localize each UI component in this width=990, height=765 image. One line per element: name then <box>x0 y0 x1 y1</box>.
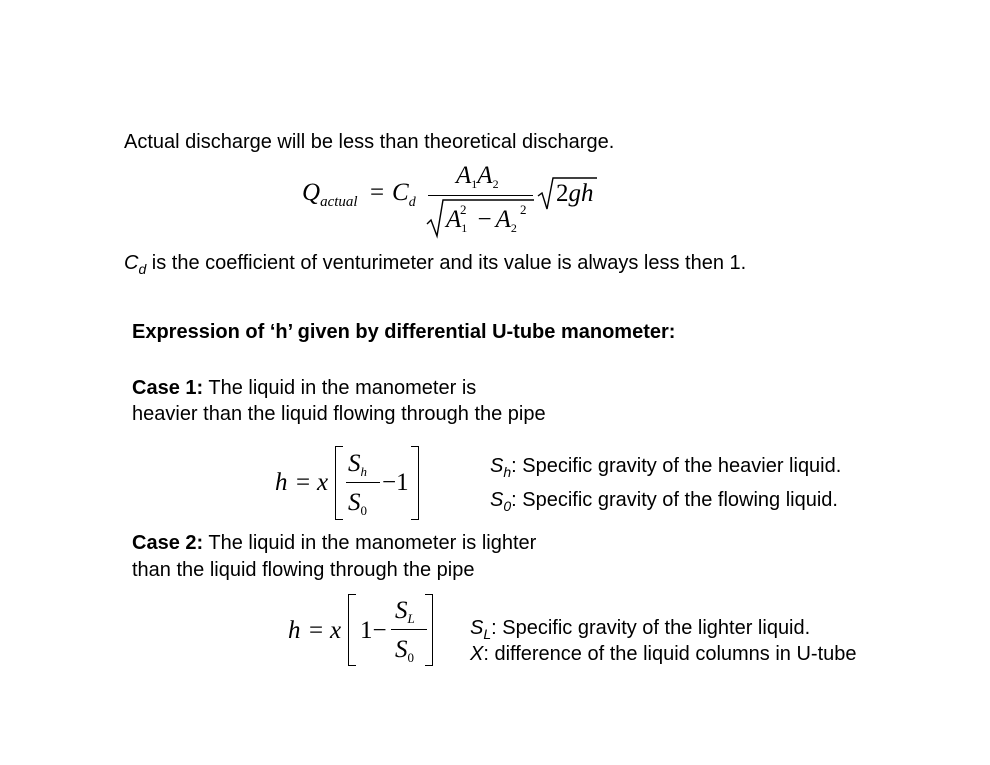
case2-h: h <box>288 617 301 644</box>
case1-line1: Case 1: The liquid in the manometer is <box>132 377 477 399</box>
case1-h: h <box>275 469 288 496</box>
case1-left-bracket <box>335 446 343 520</box>
case2-line2: than the liquid flowing through the pipe <box>132 559 475 581</box>
case1-fraction-bar <box>346 482 380 483</box>
case2-equals: = <box>309 617 324 644</box>
case2-right-bracket <box>425 594 433 666</box>
case1-line2: heavier than the liquid flowing through the pipe <box>132 403 546 425</box>
case1-right-bracket <box>411 446 419 520</box>
intro-text: Actual discharge will be less than theoretical discharge. <box>124 131 615 153</box>
case2-one-minus: 1− <box>360 617 387 644</box>
section-heading: Expression of ‘h’ given by differential U-tube manometer: <box>132 321 676 343</box>
case2-fraction-bar <box>391 629 427 630</box>
case1-def-s0: $S_0$: Specific gravity of the flowing liquid. <box>490 489 838 514</box>
formula-denominator: A $^2$ $_1$ − A $^2$ $_2$ <box>446 202 527 235</box>
cd-symbol: $C_d$ <box>392 179 416 210</box>
case1-x: x <box>317 469 329 496</box>
case2-line1: Case 2: The liquid in the manometer is lighter <box>132 532 537 554</box>
case2-x: x <box>330 617 342 644</box>
formula-numerator: $A_1A_2$ <box>456 162 499 191</box>
sqrt-2gh: 2gh <box>556 180 594 207</box>
fraction-bar <box>428 195 533 196</box>
case1-s-h: $S_h$ <box>348 450 367 479</box>
case2-def-sl: $S_L$: Specific gravity of the lighter liquid. <box>470 617 811 642</box>
case1-minus-one: −1 <box>382 469 409 496</box>
case2-left-bracket <box>348 594 356 666</box>
case2-s-0: $S_0$ <box>395 636 414 665</box>
cd-note: $C_d$ is the coefficient of venturimeter and its value is always less then 1. <box>124 252 747 277</box>
case1-equals: = <box>296 469 311 496</box>
case2-def-x: X: difference of the liquid columns in U-tube <box>470 643 857 665</box>
case2-s-l: $S_L$ <box>395 597 415 626</box>
q-actual: $Q_{actual}$ <box>302 179 358 210</box>
case1-def-sh: $S_h$: Specific gravity of the heavier liquid. <box>490 455 842 480</box>
case1-s-0: $S_0$ <box>348 489 367 518</box>
equals-sign: = <box>370 179 385 206</box>
